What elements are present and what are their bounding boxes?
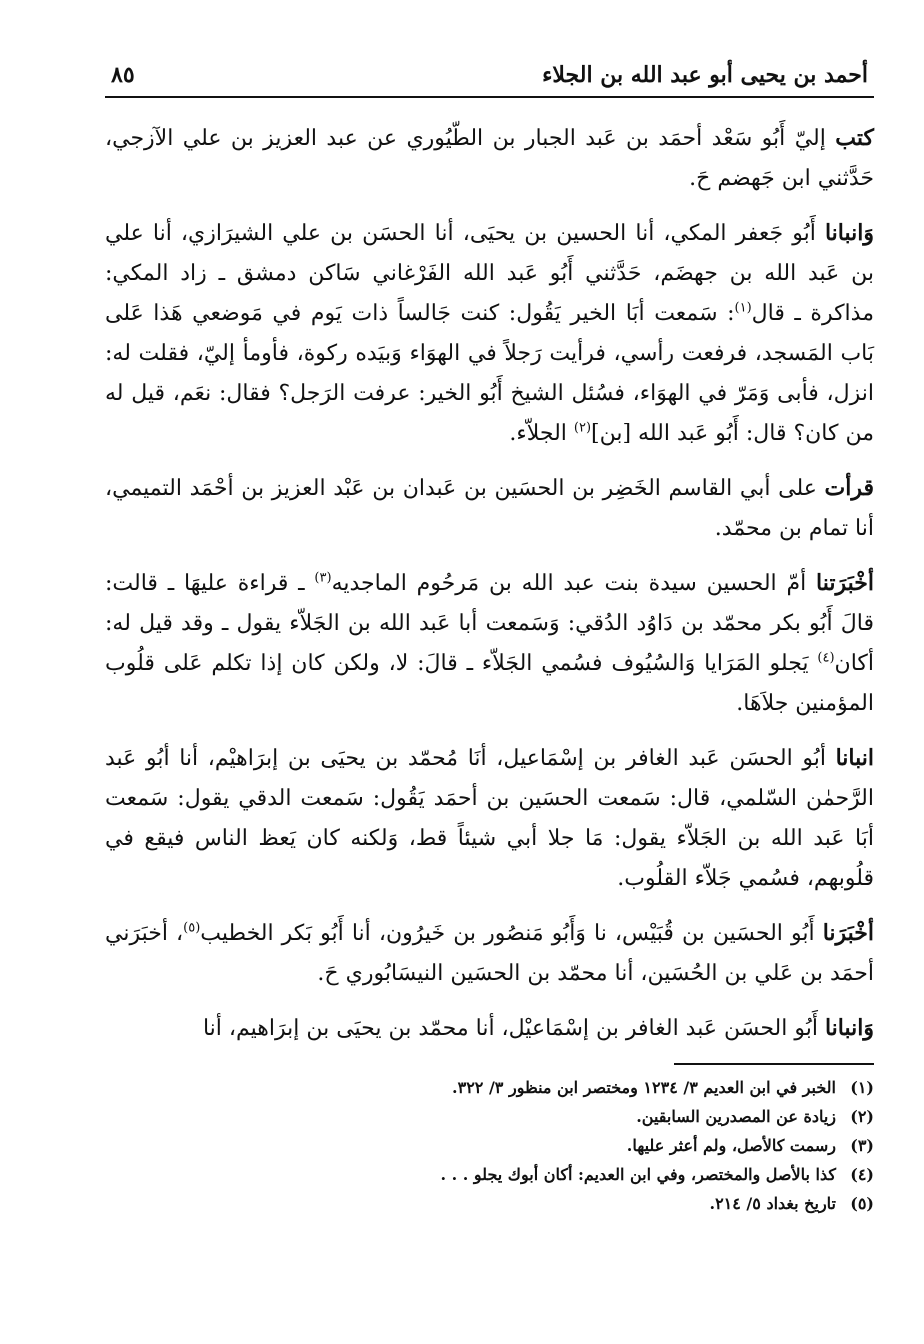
paragraph-text: يَجلو المَرَايا وَالسُيُوف فسُمي الجَلاّء ـ قالَ: لا، ولكن كان إذا تكلم عَلى قلُوب المؤمنين جلاَهَا. <box>105 651 874 716</box>
main-text <box>105 98 874 1049</box>
footnote-divider <box>674 1063 874 1065</box>
paragraph-lead: أخْبَرَنا <box>822 920 875 946</box>
paragraph <box>105 563 874 724</box>
paragraph-text: أَبُو الحسَن عَبد الغافر بن إسْمَاعيْل، أنا محمّد بن يحيَى بن إبرَاهيم، أنا <box>202 1016 825 1041</box>
footnote-text: تاريخ بغداد ٥/ ٢١٤. <box>709 1194 836 1213</box>
paragraph-text: أَبُو الحسَين بن قُبَيْس، نا وَأَبُو مَنصُور بن خَيرُون، أنا أَبُو بَكر الخطيب <box>200 921 823 946</box>
paragraph-text: الجلاّء. <box>509 421 574 446</box>
paragraph-text: أبُو الحسَن عَبد الغافر بن إسْمَاعيل، أنَا مُحمّد بن يحيَى بن إبرَاهيْم، أنا أبُو عَبد الرَّحمٰن السّلمي، قال: سَمعت الحسَين بن أحمَد يَقُول: سَمعت الدقي يقول: سَمعت أبَا عَبد الله بن الجَلاّء يقول: مَا جلا أبي شيئاً قط، وَلكنه كان يَعظ الناس فيقع في قلُوبهم، فسُمي جَلاّء القلُوب. <box>105 746 874 891</box>
paragraph <box>105 738 874 899</box>
paragraph <box>105 118 874 199</box>
footnote-text: كذا بالأصل والمختصر، وفي ابن العديم: أكان أبوك يجلو . . . <box>440 1165 836 1184</box>
paragraph-text: ـ قراءة عليهَا ـ قالت: قالَ أَبُو بكر محمّد بن دَاوُد الدُقي: وَسَمعت أبا عَبد الله بن الجَلاّء يقول ـ وقد قيل له: أكان <box>105 571 874 676</box>
paragraph-text: أَبُو جَعفر المكي، أنا الحسين بن يحيَى، أنا الحسَن بن علي الشيرَازي، أنا علي بن عَبد الله بن جهضَم، حَدَّثني أَبُو عَبد الله الفَرْغاني سَاكن دمشق ـ زاد المكي: مذاكرة ـ قال <box>105 221 874 326</box>
footnote-number: (٢) <box>850 1107 874 1126</box>
footnote-number: (٣) <box>850 1136 874 1155</box>
paragraph <box>105 468 874 549</box>
paragraph-text: ، أخبَرَني أحمَد بن عَلي بن الحُسَين، أنا محمّد بن الحسَين النيسَابُوري حَ. <box>105 921 874 986</box>
footnote-text: الخبر في ابن العديم ٣/ ١٢٣٤ ومختصر ابن منظور ٣/ ٣٢٢. <box>452 1078 836 1097</box>
paragraph-lead: أخْبَرَتنا <box>816 570 874 596</box>
paragraph-text: أمّ الحسين سيدة بنت عبد الله بن مَرحُوم الماجديه <box>331 571 817 596</box>
footnote-ref: (٥) <box>183 920 201 936</box>
footnotes <box>105 1073 874 1218</box>
footnote <box>105 1102 874 1131</box>
paragraph-lead: كتب <box>835 125 874 151</box>
footnote-ref: (٤) <box>817 650 835 666</box>
paragraph-text: على أبي القاسم الخَضِر بن الحسَين بن عَبدان بن عَبْد العزيز بن أحْمَد التميمي، أنا تمام بن محمّد. <box>105 476 874 541</box>
footnote-text: زيادة عن المصدرين السابقين. <box>636 1107 836 1126</box>
paragraph <box>105 1008 874 1049</box>
paragraph-lead: وَانبانا <box>824 1015 874 1041</box>
paragraph <box>105 913 874 994</box>
footnote <box>105 1131 874 1160</box>
paragraph-text: : سَمعت أبَا الخير يَقُول: كنت جَالساً ذات يَوم في مَوضعي هَذا عَلى بَاب المَسجد، فرفعت رأسي، فرأيت رَجلاً في الهوَاء وَبيَده ركوة، فأومأ إليّ، فقلت له: انزل، فأبى وَمَرّ في الهوَاء، فسُئل الشيخ أَبُو الخير: عرفت الرَجل؟ فقال: نعَم، قيل له من كان؟ قال: أَبُو عَبد الله [بن] <box>105 301 874 446</box>
footnote-number: (١) <box>850 1078 874 1097</box>
running-title: أحمد بن يحيى أبو عبد الله بن الجلاء <box>542 62 868 88</box>
paragraph <box>105 213 874 454</box>
paragraph-lead: انبانا <box>835 745 874 771</box>
footnote-ref: (٣) <box>314 570 332 586</box>
paragraph-lead: قرأت <box>824 475 874 501</box>
footnote-number: (٥) <box>850 1194 874 1213</box>
footnote-text: رسمت كالأصل، ولم أعثر عليها. <box>626 1136 836 1155</box>
footnote <box>105 1073 874 1102</box>
page-header <box>105 58 874 98</box>
paragraph-text: إليّ أَبُو سَعْد أحمَد بن عَبد الجبار بن الطّيُوري عن عبد العزيز بن علي الآزجي، حَدَّثني ابن جَهضم حَ. <box>105 126 874 191</box>
footnote-number: (٤) <box>850 1165 874 1184</box>
footnote <box>105 1160 874 1189</box>
page-number: ٨٥ <box>111 62 135 88</box>
footnote <box>105 1189 874 1218</box>
footnote-ref: (٢) <box>573 420 592 436</box>
footnote-ref: (١) <box>734 300 752 316</box>
paragraph-lead: وَانبانا <box>824 220 874 246</box>
